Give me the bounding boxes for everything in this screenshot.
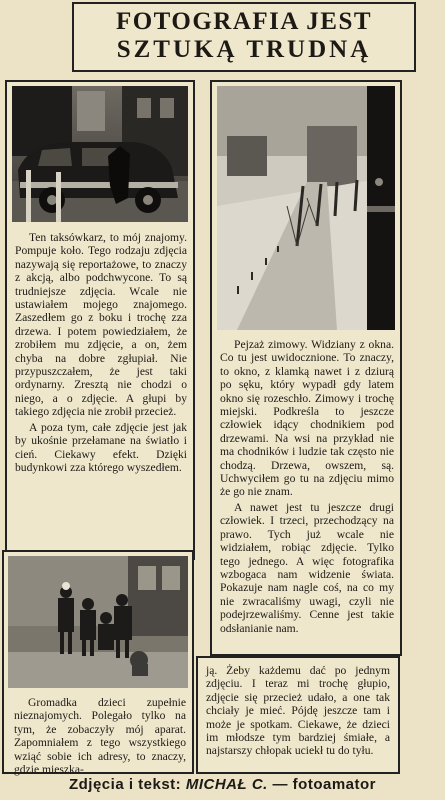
children-text (14, 696, 186, 776)
winter-paragraph-2: A nawet jest tu jeszcze drugi człowiek. I trzeci, przechodzący na prawo. Tych już wcale nie widziałem, robiąc zdjęcie. Tylko tego jednego. A więc fotografika wzbogaca nam widzenie świata. Pokazuje nam nagle coś, na co my nie zwracaliśmy uwagi, czyli nie podejrzewaliśmy. Cenne jest takie odsłanianie nam. (220, 500, 394, 635)
taxi-section-frame (5, 80, 195, 560)
taxi-paragraph-1: Ten taksówkarz, to mój znajomy. Pompuje koło. Tego rodzaju zdjęcia nazywają się reportażowe, to znaczy z akcją, albo podchwycone. To są trudniejsze zdjęcia. Wcale nie ustawiałem mojego znajomego. Zaszedłem go z boku i trochę zza drzewa. I potem powiedziałem, że zrobiłem mu zdjęcie, a on, żem chyba na dobre zgłupiał. Nie przypuszczałem, że jest taki ordynarny. Zresztą nie chodzi o niego, a o zdjęcie. A głupi by takiego zdjęcia nie zrobił przecież. (15, 231, 187, 419)
taxi-paragraph-2: A poza tym, całe zdjęcie jest jak by ukośnie przełamane na światło i cień. Ciekawy efekt. Dzięki budynkowi zza którego wyszedłem. (15, 420, 187, 474)
credit-author: MICHAŁ C. (185, 776, 268, 793)
credit-prefix: Zdjęcia i tekst: (68, 776, 186, 793)
children-group-photo (8, 556, 188, 688)
children-paragraph-1: Gromadka dzieci zupełnie nieznajomych. Polegało tylko na tym, że zobaczyły mój aparat. Zapomniałem z tego wszystkiego wziąć sobie ich adresy, to znaczy, gdzie mieszka- (14, 696, 186, 777)
winter-paragraph-1: Pejzaż zimowy. Widziany z okna. Co tu jest uwidocznione. To znaczy, to okno, z klamką nawet i z dziurą po sęku, który wypadł gdy latem okno się rozeschło. Zimowy i trochę miejski. Podkreśla to jeszcze człowiek idący chodnikiem pod drzewami. Na wsi na przykład nie ma chodników i ludzie tak często nie chodzą. Drzewa, owszem, są. Uchwyciłem go tu na zdjęciu mimo że go nie znam. (220, 338, 394, 499)
title-box (72, 2, 416, 72)
credit-suffix: — fotoamator (267, 776, 377, 793)
children-continuation-text (206, 664, 390, 758)
title-line-1: FOTOGRAFIA JEST (115, 8, 373, 35)
continuation-frame (196, 656, 400, 774)
title-line-2: SZTUKĄ TRUDNĄ (116, 36, 372, 63)
children-section-frame (2, 550, 194, 777)
taxi-photo (12, 86, 188, 222)
photo-credit (0, 776, 445, 793)
winter-section-frame (210, 80, 402, 656)
winter-text (220, 338, 394, 635)
taxi-text (15, 231, 187, 474)
winter-landscape-photo (217, 86, 395, 330)
children-continuation: ją. Żeby każdemu dać po jednym zdjęciu. I teraz mi trochę głupio, zdjęcie się przecież udało, a one tak chciały je mieć. Pójdę jeszcze tam i może je spotkam. Ciekawe, że dzieci im młodsze tym bardziej śmiałe, a najstarszy chłopak uciekł tu do tyłu. (206, 664, 390, 758)
